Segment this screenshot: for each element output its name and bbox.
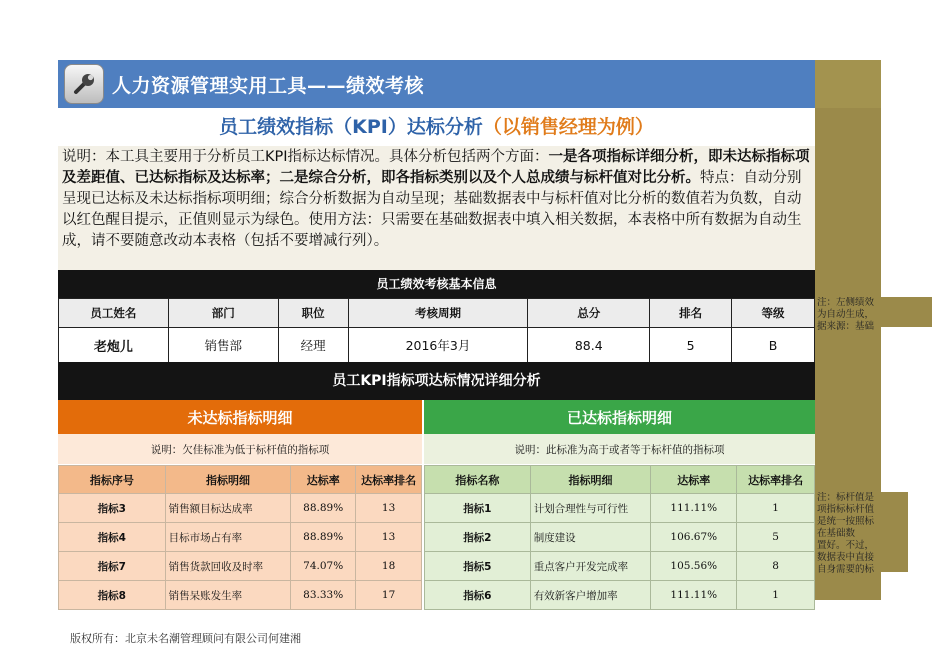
table-row [59,523,422,552]
side-note-line: 置好。不过， [817,540,875,551]
kpi-rank: 13 [356,494,422,523]
table-row [425,581,815,610]
kpi-id: 指标3 [59,494,166,523]
kpi-rate: 111.11% [651,494,737,523]
side-panel-cell [815,60,881,108]
column-header: 指标明细 [165,466,291,494]
basic-info-header-row [59,299,815,328]
kpi-rate: 106.67% [651,523,737,552]
kpi-detail: 计划合理性与可行性 [530,494,651,523]
table-row [425,494,815,523]
side-note-line: 项指标标杆值 [817,504,875,515]
met-panel-note: 说明：此标准为高于或者等于标杆值的指标项 [424,434,815,464]
kpi-detail: 重点客户开发完成率 [530,552,651,581]
grade-cell: B [732,328,815,363]
kpi-detail: 销售货款回收及时率 [165,552,291,581]
basic-info-row [59,328,815,363]
met-header-row [425,466,815,494]
column-header: 指标名称 [425,466,531,494]
kpi-detail: 销售额目标达成率 [165,494,291,523]
kpi-id: 指标4 [59,523,166,552]
kpi-rate: 105.56% [651,552,737,581]
unmet-header-row [59,466,422,494]
column-header: 总分 [528,299,650,328]
report-sheet [58,60,815,602]
column-header: 达标率 [651,466,737,494]
employee-name: 老炮儿 [59,328,169,363]
column-header: 指标明细 [530,466,651,494]
unmet-panel-title: 未达标指标明细 [58,400,422,434]
kpi-id: 指标1 [425,494,531,523]
side-note-basic [817,297,881,333]
side-note-line: 在基础数 [817,528,856,539]
side-note-line: 为自动生成， [817,309,875,320]
kpi-id: 指标6 [425,581,531,610]
column-header: 考核周期 [348,299,528,328]
column-header: 达标率排名 [737,466,815,494]
kpi-rate: 83.33% [291,581,356,610]
column-header: 排名 [650,299,732,328]
column-header: 部门 [168,299,278,328]
basic-info-table [58,298,815,363]
title-bar [58,60,815,108]
period-cell: 2016年3月 [348,328,528,363]
kpi-rank: 1 [737,494,815,523]
kpi-rate: 88.89% [291,523,356,552]
wrench-icon [64,64,104,104]
table-row [59,581,422,610]
kpi-detail: 制度建设 [530,523,651,552]
side-note-line: 是统一按照标 [817,516,875,527]
column-header: 指标序号 [59,466,166,494]
side-note-line: 自身需要的标 [817,564,875,575]
position-cell: 经理 [278,328,348,363]
page-title-main: 员工绩效指标（KPI）达标分析 [219,116,483,138]
copyright-footer: 版权所有：北京未名潮管理顾问有限公司何建湘 [70,632,301,645]
column-header: 员工姓名 [59,299,169,328]
kpi-rank: 18 [356,552,422,581]
kpi-rate: 111.11% [651,581,737,610]
app-title: 人力资源管理实用工具——绩效考核 [112,74,425,97]
description-intro: 说明：本工具主要用于分析员工KPI指标达标情况。具体分析包括两个方面： [62,149,549,165]
table-row [425,552,815,581]
department-cell: 销售部 [168,328,278,363]
kpi-rank: 5 [737,523,815,552]
table-row [425,523,815,552]
rank-cell: 5 [650,328,732,363]
met-panel-title: 已达标指标明细 [424,400,815,434]
kpi-rate: 74.07% [291,552,356,581]
kpi-rate: 88.89% [291,494,356,523]
column-header: 达标率 [291,466,356,494]
side-note-line: 注：标杆值是 [817,492,875,503]
page-title [58,112,815,139]
kpi-id: 指标7 [59,552,166,581]
kpi-rank: 13 [356,523,422,552]
kpi-analysis-header: 员工KPI指标项达标情况详细分析 [58,362,815,400]
total-score-cell: 88.4 [528,328,650,363]
table-row [59,494,422,523]
column-header: 达标率排名 [356,466,422,494]
kpi-rank: 1 [737,581,815,610]
side-note-line: 数据表中直接 [817,552,875,563]
side-note-line: 据来源：基础 [817,321,875,332]
met-kpi-table [424,465,815,610]
column-header: 等级 [732,299,815,328]
kpi-detail: 销售呆账发生率 [165,581,291,610]
note-tab [880,297,932,327]
side-note-benchmark [817,492,881,576]
column-header: 职位 [278,299,348,328]
kpi-detail: 有效新客户增加率 [530,581,651,610]
kpi-detail: 目标市场占有率 [165,523,291,552]
kpi-id: 指标8 [59,581,166,610]
kpi-id: 指标5 [425,552,531,581]
kpi-rank: 17 [356,581,422,610]
unmet-kpi-table [58,465,422,610]
description-features: 特点：自动分别呈现已达标及未达标指标项明细；综合分析数据为自动呈现；基础数据表中与标杆值对比分析的数值若为负数，自动以红色醒目提示，正值则显示为绿色。使用方法：只需要在基础数据表中填入相关数据，本表格中所有数据为自动生成，请不要随意改动本表格（包括不要增减行列）。 [62,170,802,249]
table-row [59,552,422,581]
description-box [58,146,815,270]
kpi-rank: 8 [737,552,815,581]
unmet-panel-note: 说明：欠佳标准为低于标杆值的指标项 [58,434,422,464]
note-tab [880,492,908,572]
description-bold: 一是各项指标详细分析，即未达标指标项及差距值、已达标指标及达标率；二是综合分析，即各指标类别以及个人总成绩与标杆值对比分析。 [62,149,810,186]
page-title-accent: （以销售经理为例） [482,116,654,138]
side-note-line: 注：左侧绩效 [817,297,875,308]
basic-info-header: 员工绩效考核基本信息 [58,270,815,298]
kpi-id: 指标2 [425,523,531,552]
